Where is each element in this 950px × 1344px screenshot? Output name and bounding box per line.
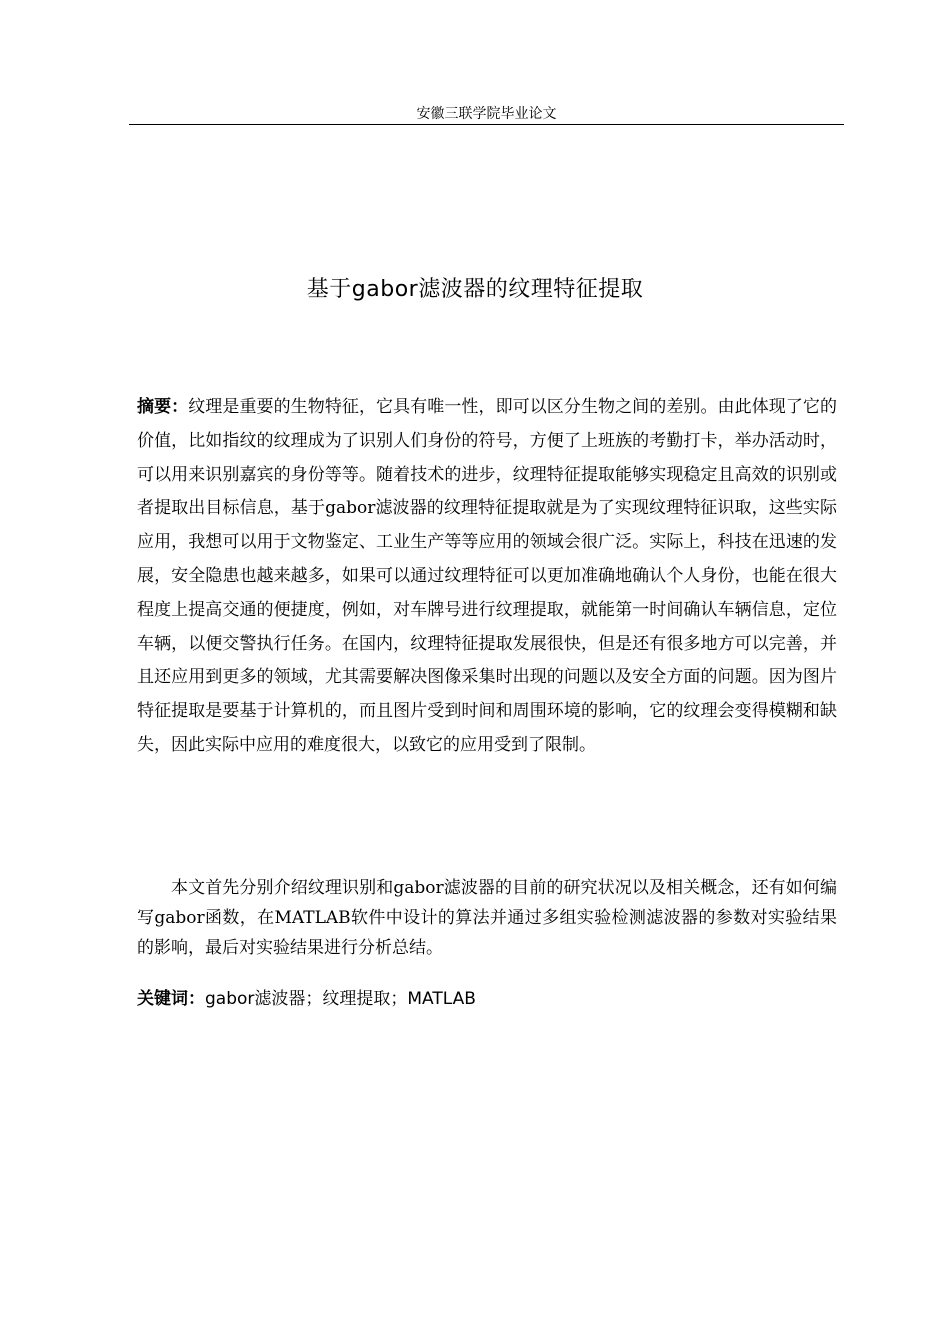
- document-title: 基于gabor滤波器的纹理特征提取: [306, 277, 644, 302]
- page-header: [129, 104, 844, 125]
- keywords-value: gabor滤波器；纹理提取；MATLAB: [205, 989, 476, 1009]
- abstract-label: 摘要：: [137, 397, 189, 417]
- abstract-second-paragraph: 本文首先分别介绍纹理识别和gabor滤波器的目前的研究状况以及相关概念，还有如何编写gabor函数，在MATLAB软件中设计的算法并通过多组实验检测滤波器的参数对实验结果的影响，最后对实验结果进行分析总结。: [137, 878, 837, 958]
- header-text: 安徽三联学院毕业论文: [416, 106, 557, 122]
- abstract-body: 纹理是重要的生物特征，它具有唯一性，即可以区分生物之间的差别。由此体现了它的价值，比如指纹的纹理成为了识别人们身份的符号，方便了上班族的考勤打卡，举办活动时，可以用来识别嘉宾的身份等等。随着技术的进步，纹理特征提取能够实现稳定且高效的识别或者提取出目标信息，基于gabor滤波器的纹理特征提取就是为了实现纹理特征识取，这些实际应用，我想可以用于文物鉴定、工业生产等等应用的领域会很广泛。实际上，科技在迅速的发展，安全隐患也越来越多，如果可以通过纹理特征可以更加准确地确认个人身份，也能在很大程度上提高交通的便捷度，例如，对车牌号进行纹理提取，就能第一时间确认车辆信息，定位车辆，以便交警执行任务。在国内，纹理特征提取发展很快，但是还有很多地方可以完善，并且还应用到更多的领域，尤其需要解决图像采集时出现的问题以及安全方面的问题。因为图片特征提取是要基于计算机的，而且图片受到时间和周围环境的影响，它的纹理会变得模糊和缺失，因此实际中应用的难度很大，以致它的应用受到了限制。: [137, 397, 838, 755]
- keywords-label: 关键词：: [137, 989, 205, 1009]
- keywords-line: [137, 985, 837, 1013]
- abstract-paragraph: [137, 391, 837, 763]
